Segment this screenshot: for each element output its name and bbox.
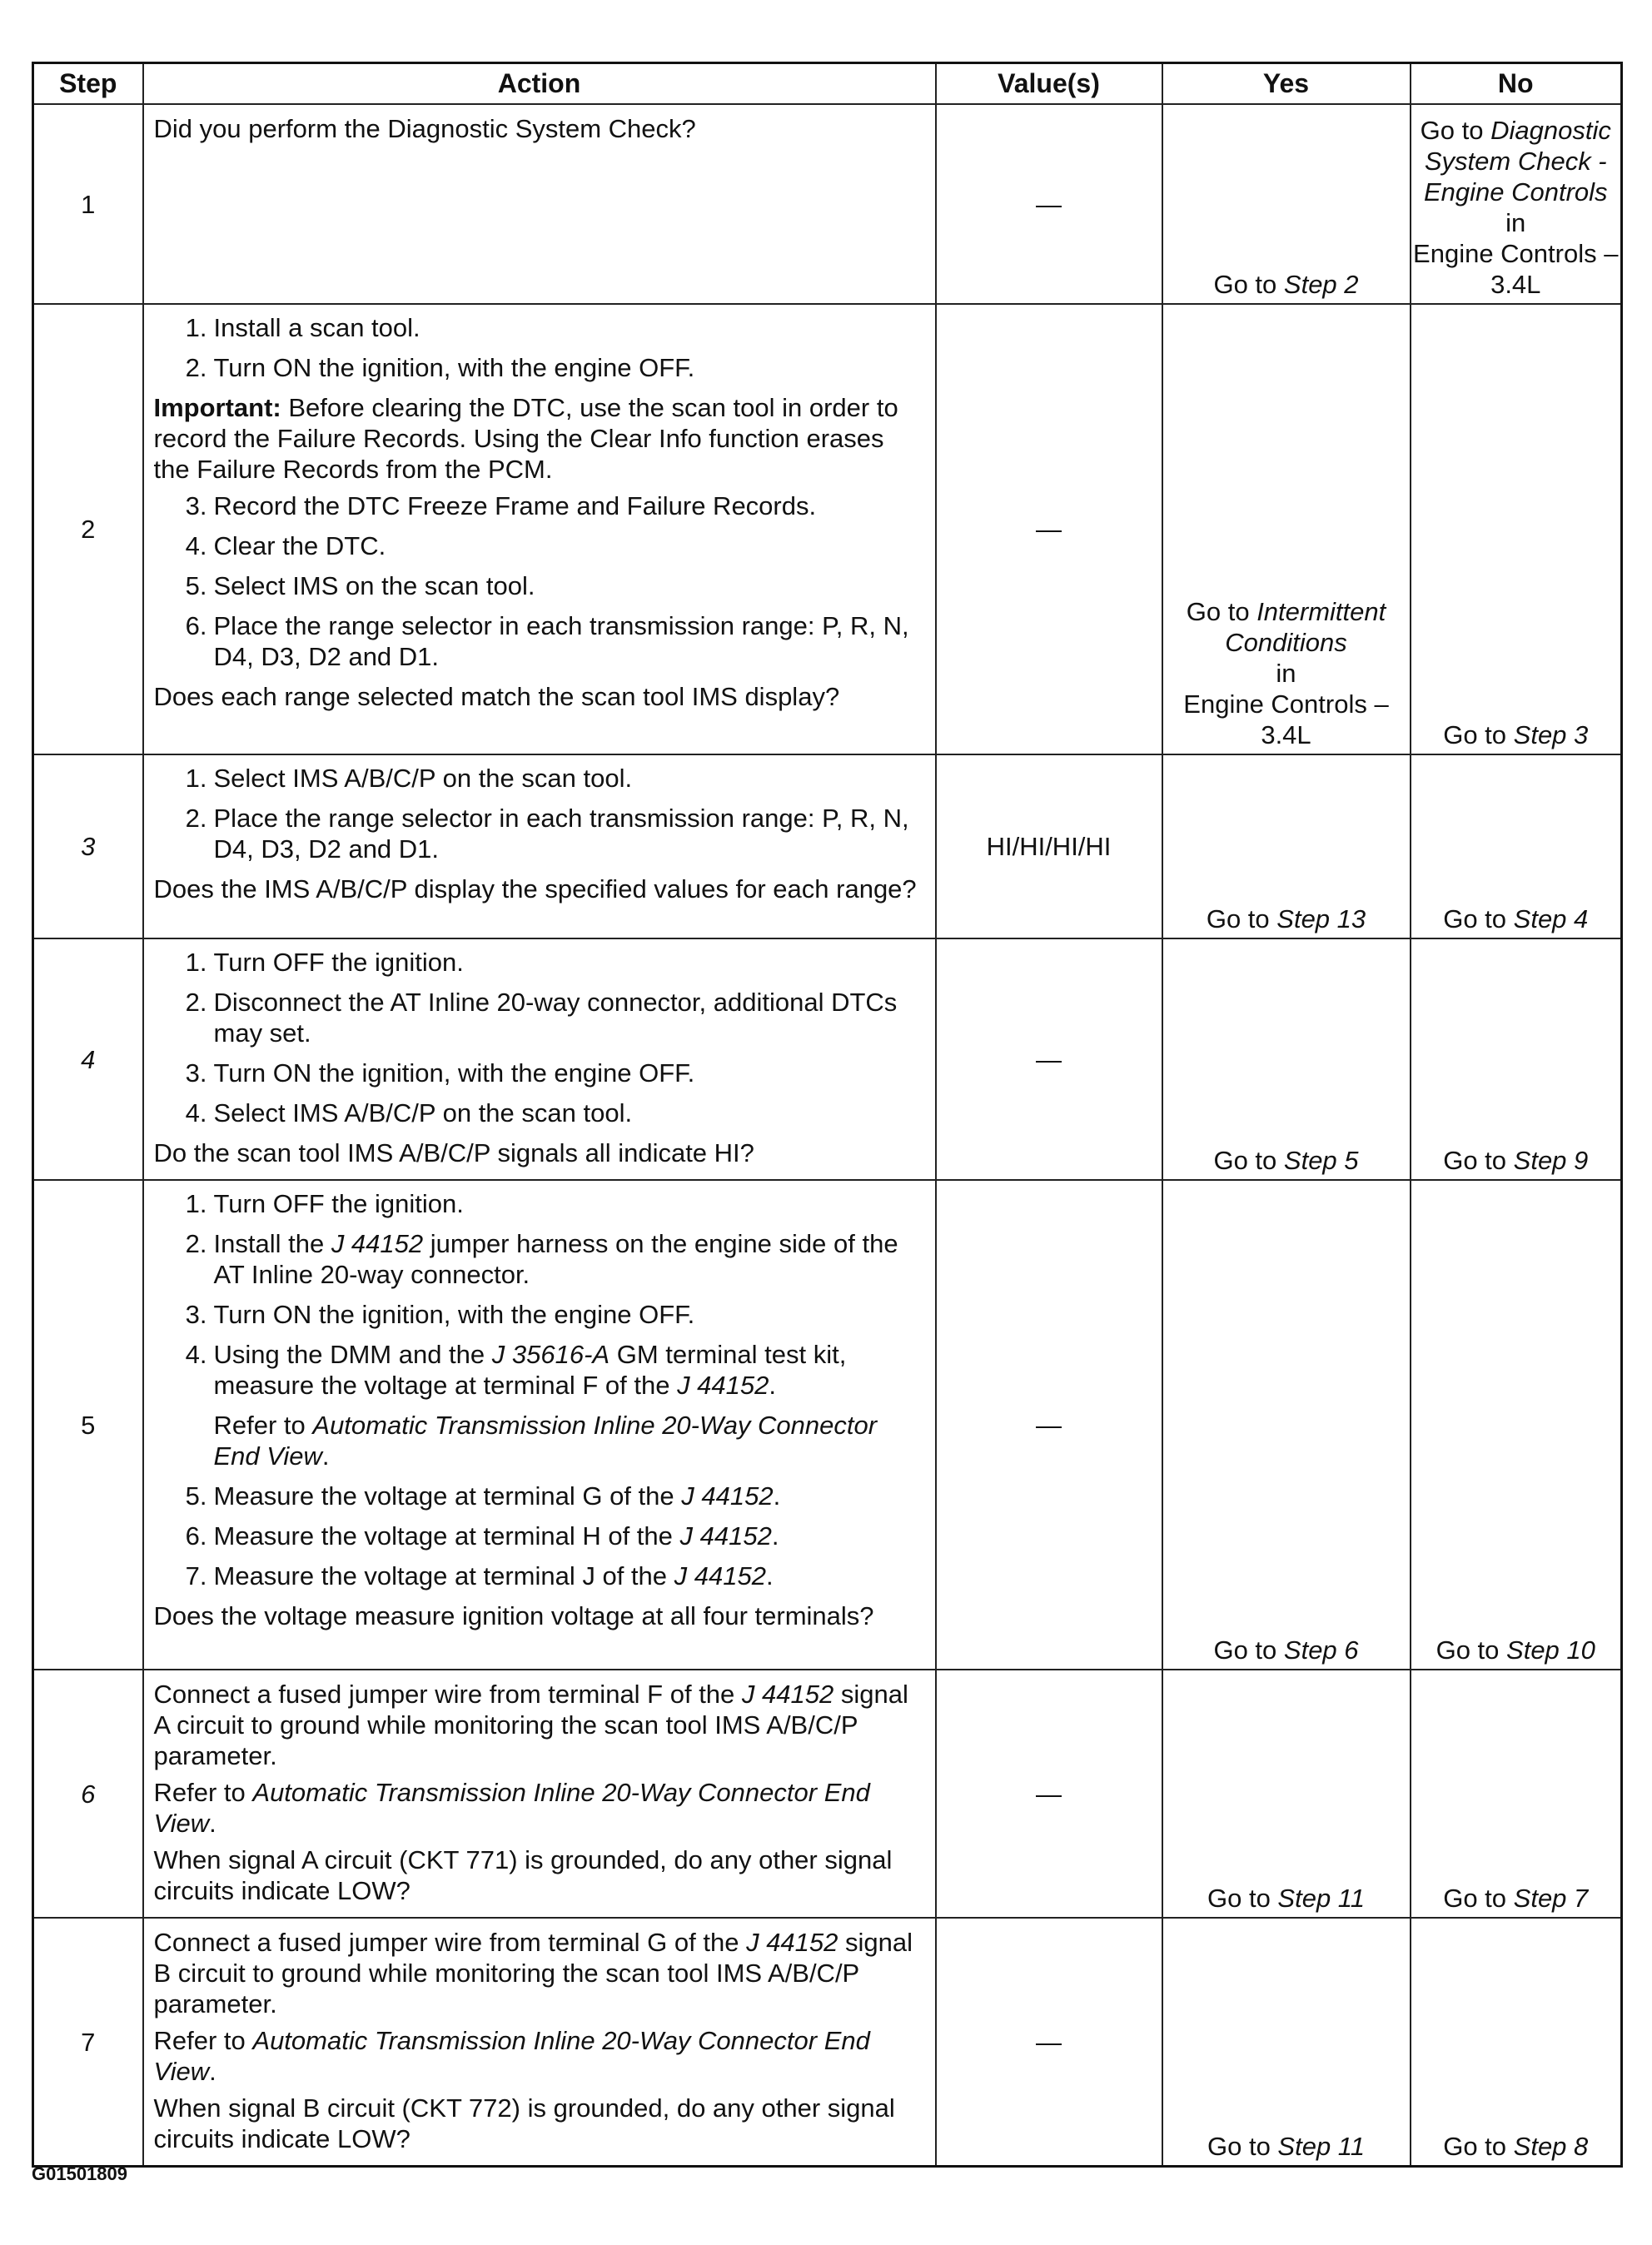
step-list <box>154 1188 927 1401</box>
step-number: 6 <box>33 1670 143 1918</box>
no-manual-text: Engine Controls – 3.4L <box>1413 239 1619 299</box>
yes-prefix: Go to <box>1213 1146 1284 1175</box>
list-item: 1. Install a scan tool. <box>185 313 420 342</box>
no-cell <box>1411 1670 1622 1918</box>
list-item: 5. Measure the voltage at terminal G of the J 44152. <box>185 1481 781 1511</box>
no-step-link[interactable]: Step 9 <box>1513 1146 1589 1175</box>
yes-step-link[interactable]: Step 6 <box>1283 1635 1359 1665</box>
no-prefix: Go to <box>1443 1146 1514 1175</box>
instruction-text: Connect a fused jumper wire from terminal F of the J 44152 signal A circuit to ground while monitoring the scan tool IMS A/B/C/P parameter. <box>153 1680 908 1770</box>
list-item: 2. Install the J 44152 jumper harness on the engine side of the AT Inline 20-way connector. <box>185 1229 898 1289</box>
table-row-step-3 <box>33 754 1622 938</box>
tool-reference: J 44152 <box>746 1928 838 1957</box>
tool-reference: J 44152 <box>741 1680 834 1709</box>
value-cell: — <box>936 1180 1162 1670</box>
action-cell <box>143 104 936 304</box>
table-row-step-2 <box>33 304 1622 754</box>
no-cell <box>1411 938 1622 1180</box>
no-step-link[interactable]: Step 8 <box>1513 2132 1589 2161</box>
important-note: Important: Before clearing the DTC, use the scan tool in order to record the Failure Records. Using the Clear Info function erases the Failure Records from the PCM. <box>153 393 898 484</box>
tool-reference: J 35616-A <box>491 1340 610 1369</box>
action-cell <box>143 304 936 754</box>
yes-step-link[interactable]: Step 2 <box>1283 270 1359 299</box>
yes-cell <box>1162 1180 1411 1670</box>
refer-note: Refer to Automatic Transmission Inline 20-Way Connector End View. <box>153 2026 870 2086</box>
yes-in-text: in <box>1276 659 1296 688</box>
action-cell <box>143 1670 936 1918</box>
question-text: Did you perform the Diagnostic System Check? <box>153 114 696 143</box>
step-list <box>154 490 927 672</box>
yes-prefix: Go to <box>1186 597 1257 626</box>
no-cell <box>1411 104 1622 304</box>
no-prefix: Go to <box>1443 1884 1514 1913</box>
list-item: 2. Place the range selector in each transmission range: P, R, N, D4, D3, D2 and D1. <box>185 804 909 864</box>
tool-reference: J 44152 <box>331 1229 424 1258</box>
step-number: 7 <box>33 1918 143 2167</box>
question-text: Does each range selected match the scan tool IMS display? <box>153 682 840 711</box>
list-item: 1. Select IMS A/B/C/P on the scan tool. <box>185 764 633 793</box>
yes-prefix: Go to <box>1207 1884 1278 1913</box>
yes-prefix: Go to <box>1207 2132 1278 2161</box>
list-item: 5. Select IMS on the scan tool. <box>185 571 535 600</box>
tool-reference: J 44152 <box>679 1521 772 1551</box>
list-item: 3. Record the DTC Freeze Frame and Failure Records. <box>185 491 817 520</box>
table-row-step-1 <box>33 104 1622 304</box>
yes-cell <box>1162 1918 1411 2167</box>
document-reference-link[interactable]: Automatic Transmission Inline 20-Way Connector End View <box>153 1778 870 1838</box>
step-list <box>154 1481 927 1591</box>
list-item: 3. Turn ON the ignition, with the engine OFF. <box>185 1300 695 1329</box>
no-step-link[interactable]: Step 10 <box>1506 1635 1595 1665</box>
yes-step-link[interactable]: Step 13 <box>1276 904 1366 933</box>
list-item: 6. Measure the voltage at terminal H of the J 44152. <box>185 1521 779 1551</box>
yes-step-link[interactable]: Step 11 <box>1277 2132 1365 2161</box>
no-prefix: Go to <box>1443 720 1514 749</box>
question-text: When signal A circuit (CKT 771) is grounded, do any other signal circuits indicate LOW? <box>153 1845 893 1905</box>
value-cell: — <box>936 304 1162 754</box>
value-cell: — <box>936 104 1162 304</box>
header-action: Action <box>143 63 936 105</box>
document-reference-link[interactable]: Automatic Transmission Inline 20-Way Connector End View <box>153 2026 870 2086</box>
yes-prefix: Go to <box>1206 904 1277 933</box>
list-item: 2. Disconnect the AT Inline 20-way connector, additional DTCs may set. <box>185 988 898 1048</box>
list-item: 7. Measure the voltage at terminal J of the J 44152. <box>185 1561 774 1590</box>
yes-cell <box>1162 304 1411 754</box>
list-item: 1. Turn OFF the ignition. <box>185 948 464 977</box>
no-in-text: in <box>1505 208 1526 237</box>
yes-manual-text: Engine Controls – 3.4L <box>1183 689 1389 749</box>
table-row-step-5 <box>33 1180 1622 1670</box>
no-step-link[interactable]: Step 3 <box>1513 720 1589 749</box>
yes-cell <box>1162 754 1411 938</box>
no-cell <box>1411 1918 1622 2167</box>
question-text: Does the voltage measure ignition voltage at all four terminals? <box>153 1601 874 1630</box>
step-list <box>154 312 927 383</box>
list-item: 2. Turn ON the ignition, with the engine OFF. <box>185 353 695 382</box>
list-item: 1. Turn OFF the ignition. <box>185 1189 464 1218</box>
yes-cell <box>1162 104 1411 304</box>
no-step-link[interactable]: Step 7 <box>1513 1884 1589 1913</box>
no-prefix: Go to <box>1420 116 1491 145</box>
question-text: When signal B circuit (CKT 772) is grounded, do any other signal circuits indicate LOW? <box>153 2093 895 2153</box>
no-cell <box>1411 754 1622 938</box>
list-item: 6. Place the range selector in each transmission range: P, R, N, D4, D3, D2 and D1. <box>185 611 909 671</box>
yes-step-link[interactable]: Step 5 <box>1283 1146 1359 1175</box>
step-list <box>154 947 927 1128</box>
action-cell <box>143 938 936 1180</box>
question-text: Do the scan tool IMS A/B/C/P signals all indicate HI? <box>153 1138 754 1167</box>
table-row-step-4 <box>33 938 1622 1180</box>
step-number: 4 <box>33 938 143 1180</box>
table-header-row <box>33 63 1622 105</box>
tool-reference: J 44152 <box>681 1481 774 1511</box>
yes-cell <box>1162 1670 1411 1918</box>
step-list <box>154 763 927 864</box>
value-cell: — <box>936 1670 1162 1918</box>
list-item: 4. Using the DMM and the J 35616-A GM terminal test kit, measure the voltage at terminal F of the J 44152. <box>185 1340 847 1400</box>
step-number: 5 <box>33 1180 143 1670</box>
table-row-step-7 <box>33 1918 1622 2167</box>
figure-code: G01501809 <box>32 2163 127 2184</box>
header-no: No <box>1411 63 1622 105</box>
tool-reference: J 44152 <box>674 1561 766 1590</box>
no-prefix: Go to <box>1443 904 1514 933</box>
step-number: 2 <box>33 304 143 754</box>
no-prefix: Go to <box>1443 2132 1514 2161</box>
list-item: 4. Select IMS A/B/C/P on the scan tool. <box>185 1098 633 1127</box>
value-cell: — <box>936 1918 1162 2167</box>
header-yes: Yes <box>1162 63 1411 105</box>
table-row-step-6 <box>33 1670 1622 1918</box>
step-number: 1 <box>33 104 143 304</box>
header-values: Value(s) <box>936 63 1162 105</box>
action-cell <box>143 754 936 938</box>
value-cell: — <box>936 938 1162 1180</box>
no-cell <box>1411 1180 1622 1670</box>
list-item: 4. Clear the DTC. <box>185 531 386 560</box>
refer-note: Refer to Automatic Transmission Inline 20-Way Connector End View. <box>153 1778 870 1838</box>
yes-reference-link[interactable]: Intermittent Conditions <box>1225 597 1386 657</box>
instruction-text: Connect a fused jumper wire from terminal G of the J 44152 signal B circuit to ground while monitoring the scan tool IMS A/B/C/P parameter. <box>153 1928 913 2019</box>
no-reference-link[interactable]: Diagnostic System Check - Engine Controls <box>1423 116 1611 207</box>
list-item: 3. Turn ON the ignition, with the engine OFF. <box>185 1058 695 1088</box>
action-cell <box>143 1918 936 2167</box>
tool-reference: J 44152 <box>677 1371 769 1400</box>
document-reference-link[interactable]: Automatic Transmission Inline 20-Way Connector End View <box>213 1411 878 1471</box>
step-number: 3 <box>33 754 143 938</box>
yes-prefix: Go to <box>1213 270 1284 299</box>
question-text: Does the IMS A/B/C/P display the specified values for each range? <box>153 874 917 903</box>
action-cell <box>143 1180 936 1670</box>
yes-prefix: Go to <box>1213 1635 1284 1665</box>
header-step: Step <box>33 63 143 105</box>
yes-step-link[interactable]: Step 11 <box>1277 1884 1365 1913</box>
yes-cell <box>1162 938 1411 1180</box>
diagnostic-table <box>32 62 1623 2168</box>
refer-note: Refer to Automatic Transmission Inline 20-Way Connector End View. <box>213 1411 878 1471</box>
value-cell: HI/HI/HI/HI <box>936 754 1162 938</box>
no-step-link[interactable]: Step 4 <box>1513 904 1589 933</box>
no-cell <box>1411 304 1622 754</box>
no-prefix: Go to <box>1436 1635 1507 1665</box>
